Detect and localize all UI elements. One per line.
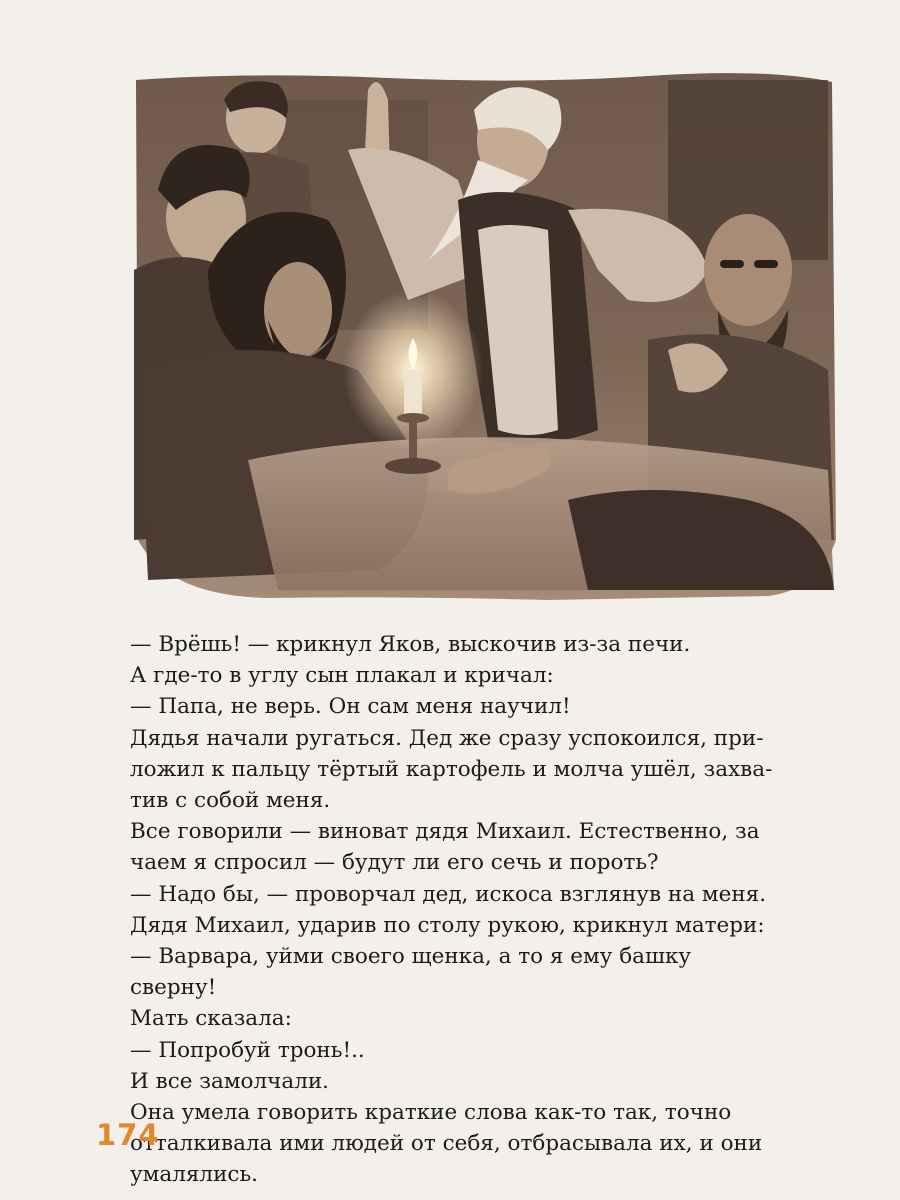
text-line: Мать сказала:	[130, 1006, 292, 1032]
text-line: умалялись.	[130, 1162, 258, 1188]
text-line: И все замолчали.	[130, 1068, 330, 1094]
text-line: отталкивала ими людей от себя, отбрасывала их, и они	[130, 1131, 763, 1157]
text-line: тив с собой меня.	[130, 788, 331, 814]
reverse-page-bleed	[832, 70, 900, 610]
text-line: Дядья начали ругаться. Дед же сразу успокоился, при-	[130, 725, 764, 751]
text-line: А где-то в углу сын плакал и кричал:	[130, 663, 554, 689]
text-line: — Надо бы, — проворчал дед, искоса взглянув на меня.	[130, 881, 767, 907]
body-text	[130, 629, 870, 1191]
page-number: 174	[96, 1118, 160, 1152]
text-line: — Папа, не верь. Он сам меня научил!	[130, 694, 571, 720]
scene-illustration	[128, 70, 840, 602]
text-line: Дядя Михаил, ударив по столу рукою, крикнул матери:	[130, 912, 765, 938]
text-line: — Попробуй тронь!..	[130, 1037, 365, 1063]
text-line: — Варвара, уйми своего щенка, а то я ему башку	[130, 944, 692, 970]
text-line: Все говорили — виноват дядя Михаил. Естественно, за	[130, 819, 760, 845]
text-line: Она умела говорить краткие слова как-то так, точно	[130, 1100, 732, 1126]
text-line: — Врёшь! — крикнул Яков, выскочив из-за печи.	[130, 632, 691, 657]
text-line: чаем я спросил — будут ли его сечь и пороть?	[130, 850, 659, 876]
text-line: сверну!	[130, 975, 217, 1001]
text-line: ложил к пальцу тёртый картофель и молча ушёл, захва-	[130, 756, 773, 782]
